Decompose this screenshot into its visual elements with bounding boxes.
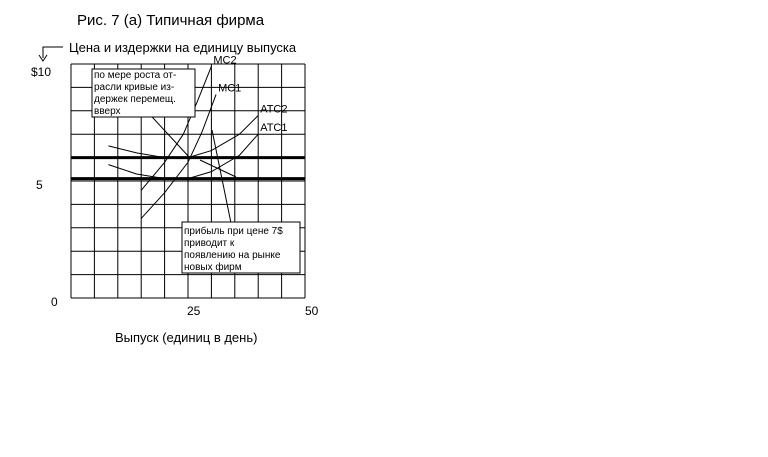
x-axis-label: Выпуск (единиц в день)	[115, 330, 258, 345]
atc2-label: ATC2	[260, 103, 288, 116]
x-tick-max: 50	[305, 304, 319, 318]
mc2-label: MC2	[213, 54, 237, 67]
annotation-bottom-line-2: приводит к	[184, 238, 235, 249]
annotation-bottom-line-3: появлению на рынке	[184, 250, 281, 261]
annotation-arrows	[142, 106, 236, 228]
annotation-top-line-1: по мере роста от-	[94, 70, 177, 81]
y-tick-max: $10	[31, 65, 52, 79]
annotation-top-line-2: расли кривые из-	[94, 82, 175, 93]
figure-title: Рис. 7 (а) Типичная фирма	[77, 12, 265, 29]
y-tick-zero: 0	[51, 295, 58, 309]
annotation-bottom-line-4: новых фирм	[184, 262, 242, 273]
mc1-label: MC1	[218, 82, 242, 95]
annotation-top-line-4: вверх	[94, 106, 121, 117]
atc1-label: ATC1	[260, 122, 288, 135]
annotation-top-line-3: держек перемещ.	[94, 94, 176, 105]
y-tick-mid: 5	[36, 178, 43, 192]
annotation-bottom-line-1: прибыль при цене 7$	[184, 226, 283, 237]
x-tick-mid: 25	[187, 304, 201, 318]
y-axis-label: Цена и издержки на единицу выпуска	[69, 40, 297, 55]
